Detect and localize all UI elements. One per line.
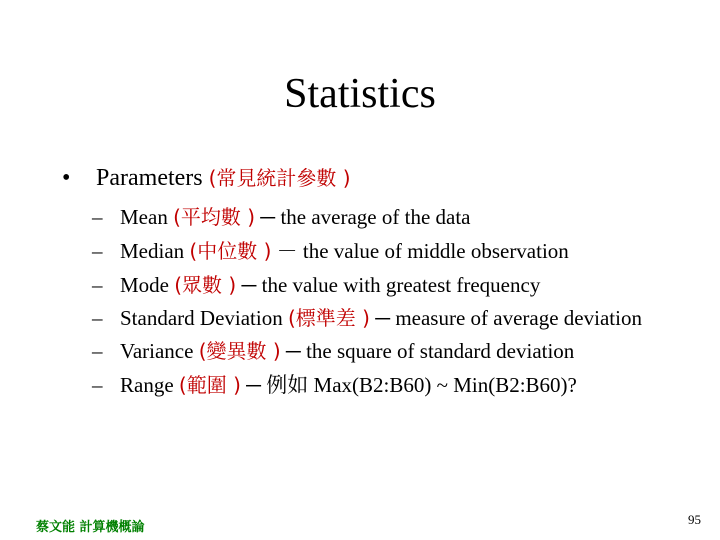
sub-bullet-list [92, 200, 692, 402]
item-zh: (範圍 ) [178, 373, 241, 397]
item-term: Range [120, 373, 174, 397]
item-desc: the value of middle observation [302, 239, 569, 263]
item-term: Mode [120, 273, 169, 297]
slide-title: Statistics [284, 71, 436, 117]
dash-icon: – [92, 205, 103, 229]
bullet-dot-icon: • [62, 165, 71, 191]
list-item [92, 234, 692, 268]
item-term: Median [120, 239, 185, 263]
list-item [92, 268, 692, 302]
dash-icon: – [92, 373, 103, 397]
main-bullet [62, 163, 351, 193]
item-desc: measure of average deviation [395, 306, 642, 330]
item-separator: ─ [246, 373, 262, 397]
dash-icon: – [92, 306, 103, 330]
item-zh: (標準差 ) [287, 306, 370, 330]
item-zh: (眾數 ) [174, 273, 237, 297]
item-term: Variance [120, 339, 194, 363]
dash-icon: – [92, 339, 103, 363]
item-separator: ─ [241, 273, 257, 297]
item-desc: 例如 Max(B2:B60) ~ Min(B2:B60)? [266, 373, 577, 397]
main-bullet-zh: (常見統計參數 ) [208, 166, 351, 190]
item-zh: (平均數 ) [173, 205, 256, 229]
list-item [92, 368, 692, 402]
dash-icon: – [92, 239, 103, 263]
item-term: Standard Deviation [120, 306, 283, 330]
list-item [92, 200, 692, 234]
item-desc: the value with greatest frequency [261, 273, 541, 297]
item-separator: － [276, 239, 298, 263]
item-term: Mean [120, 205, 168, 229]
item-desc: the square of standard deviation [306, 339, 575, 363]
item-desc: the average of the data [280, 205, 471, 229]
item-separator: ─ [285, 339, 301, 363]
item-zh: (變異數 ) [198, 339, 281, 363]
item-separator: ─ [375, 306, 391, 330]
item-separator: ─ [260, 205, 276, 229]
list-item [92, 302, 692, 334]
list-item [92, 334, 692, 368]
page-number: 95 [688, 512, 701, 527]
main-bullet-label: Parameters [96, 165, 203, 191]
dash-icon: – [92, 273, 103, 297]
footer-author-course: 蔡文能 計算機概論 [36, 520, 145, 535]
item-zh: (中位數 ) [189, 239, 272, 263]
